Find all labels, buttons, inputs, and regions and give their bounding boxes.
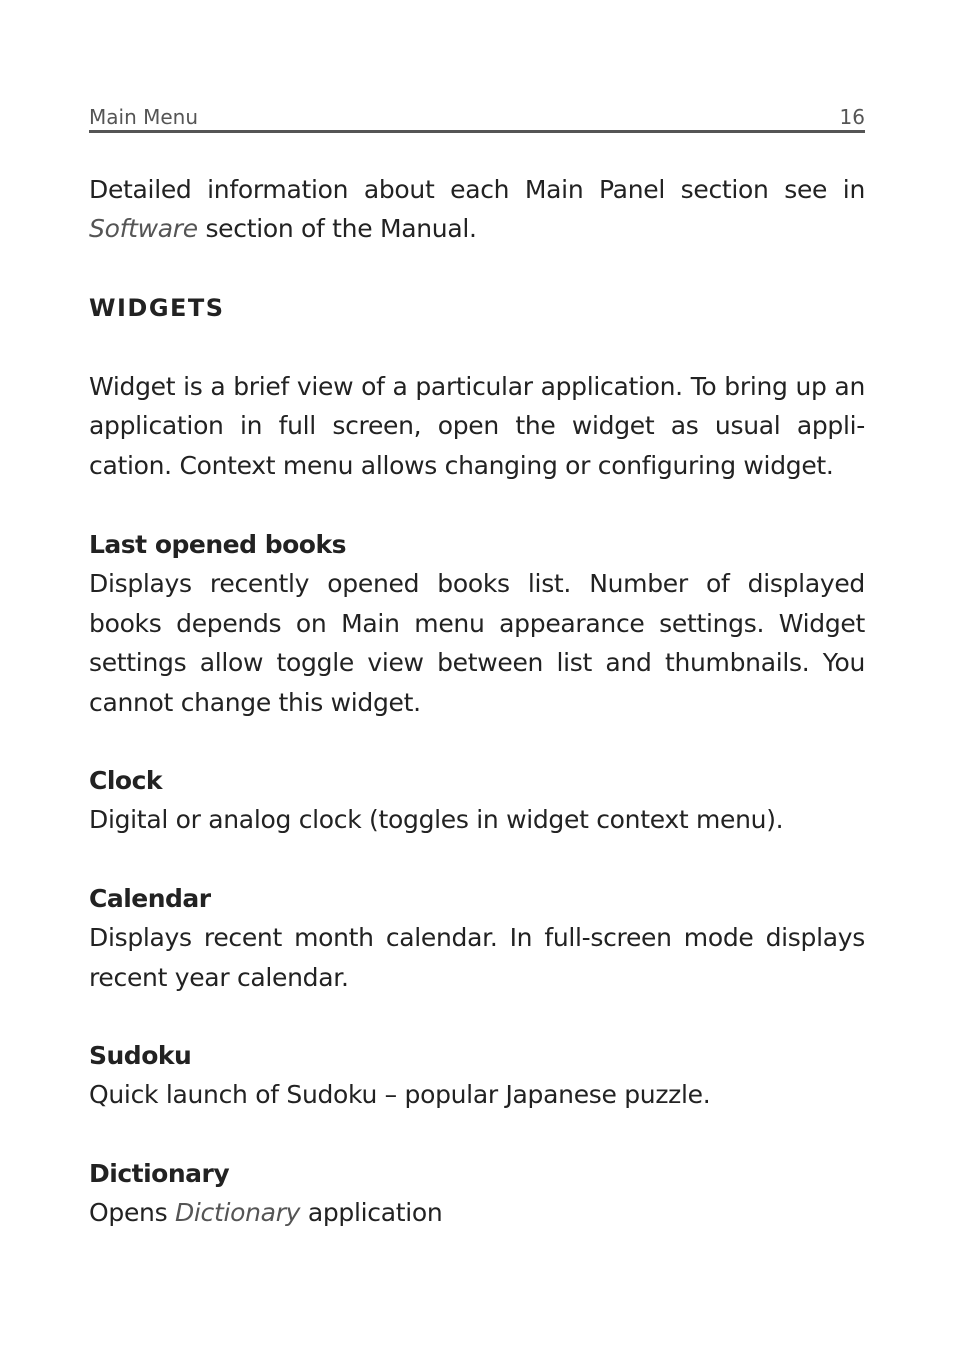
section-title: Last opened books [89,530,346,559]
dictionary-reference: Dictionary [174,1198,301,1228]
section-last-opened-books [89,525,865,722]
section-calendar [89,879,865,997]
section-body: Displays recently opened books list. Number of displayed books depends on Main menu appearance settings. Widget settings allow toggle view between list and thumbnails. You cannot change this widget. [89,569,865,717]
section-body: Displays recent month calendar. In full-screen mode displays recent year calendar. [89,923,865,992]
widgets-paragraph: Widget is a brief view of a particular application. To bring up an application in full screen, open the widget as usual appli- cation. Context menu allows changing or configuring widget. [89,372,865,480]
intro-paragraph [89,170,865,249]
section-body: Quick launch of Sudoku – popular Japanese puzzle. [89,1080,711,1110]
section-title: Dictionary [89,1159,230,1188]
section-title: Clock [89,766,163,795]
section-body: Digital or analog clock (toggles in widget context menu). [89,805,784,835]
section-dictionary [89,1154,865,1233]
running-header [89,104,865,133]
section-sudoku [89,1036,865,1115]
section-clock [89,761,865,840]
section-body [89,1193,865,1232]
software-reference: Software [89,214,198,244]
header-section-title: Main Menu [89,105,199,129]
intro-text-end: section of the Manual. [197,214,477,244]
section-title: Sudoku [89,1041,192,1070]
page-number: 16 [839,105,865,129]
dictionary-text-start: Opens [89,1198,175,1228]
section-title: Calendar [89,884,211,913]
dictionary-text-end: application [300,1198,443,1228]
intro-text-start: Detailed information about each Main Panel section see in [89,175,865,204]
widgets-heading: WIDGETS [89,294,225,322]
